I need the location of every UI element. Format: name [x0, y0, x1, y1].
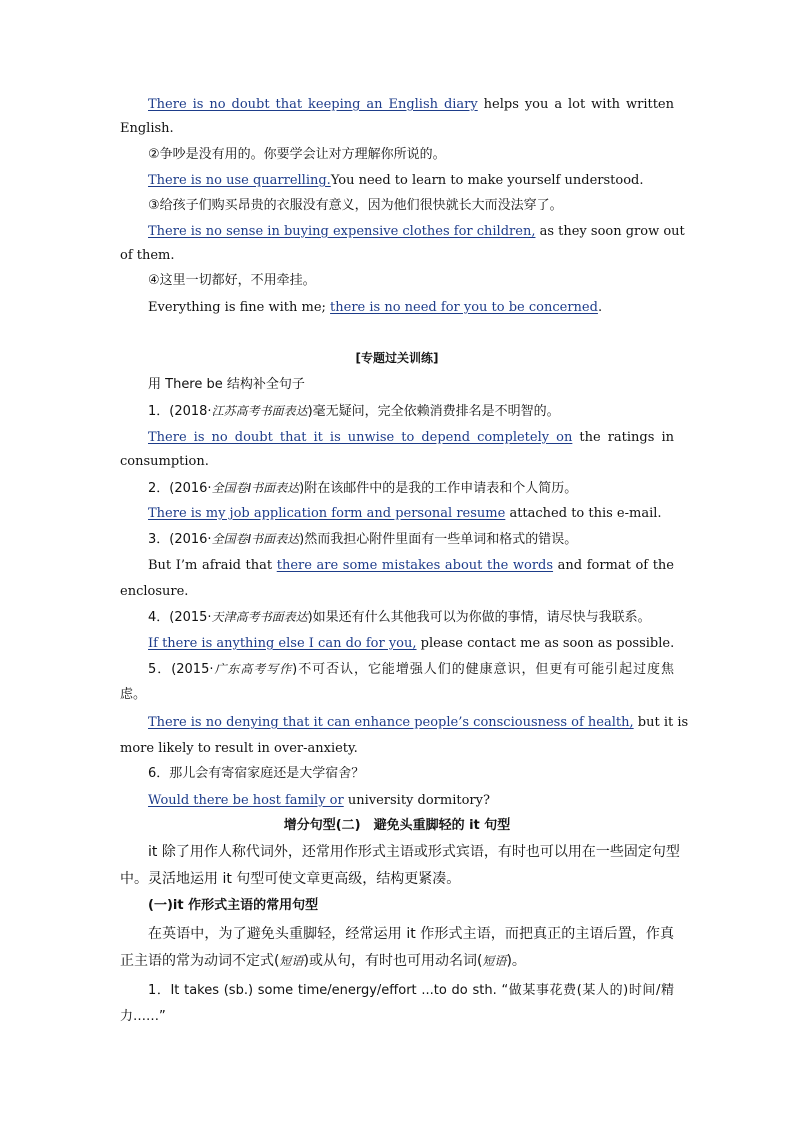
section-title: [专题过关训练]	[355, 351, 439, 365]
question-4: 4．(2015·天津高考书面表达)如果还有什么其他我可以为你做的事情，请尽快与我联系。	[148, 610, 651, 625]
answer-underline: there is no need for you to be concerned	[330, 300, 598, 315]
section-heading: 增分句型(二) 避免头重脚轻的 it 句型	[283, 818, 511, 833]
example-sentence-3-cont: of them.	[120, 248, 175, 263]
example-sentence-2: There is no use quarrelling.You need to learn to make yourself understood.	[148, 173, 644, 188]
sub-heading: (一)it 作形式主语的常用句型	[148, 898, 319, 913]
paragraph-2-line-2: 正主语的常为动词不定式(短语)或从句，有时也可用动名词(短语)。	[120, 953, 526, 969]
answer-3-cont: enclosure.	[120, 584, 189, 599]
question-3: 3．(2016·全国卷Ⅰ书面表达)然而我担心附件里面有一些单词和格式的错误。	[148, 532, 578, 547]
answer-underline: There is my job application form and personal resume	[148, 506, 506, 521]
answer-underline: There is no doubt that keeping an English diary	[148, 97, 478, 112]
answer-1-cont: consumption.	[120, 454, 209, 469]
paragraph-1-line-1: it 除了用作人称代词外，还常用作形式主语或形式宾语，有时也可以用在一些固定句型	[148, 844, 680, 860]
question-2: 2．(2016·全国卷Ⅰ书面表达)附在该邮件中的是我的工作申请表和个人简历。	[148, 481, 578, 496]
answer-underline: there are some mistakes about the words	[276, 558, 554, 573]
answer-underline: There is no use quarrelling.	[148, 173, 331, 188]
example-sentence-4: Everything is fine with me; there is no need for you to be concerned.	[148, 300, 603, 315]
example-sentence-3: There is no sense in buying expensive clothes for children, as they soon grow out	[148, 224, 685, 239]
answer-underline: There is no doubt that it is unwise to depend completely on	[148, 430, 573, 445]
example-sentence-1-cont: English.	[120, 121, 174, 136]
chinese-prompt-2: ②争吵是没有用的。你要学会让对方理解你所说的。	[148, 147, 446, 162]
answer-5: There is no denying that it can enhance people’s consciousness of health, but it is	[148, 715, 689, 730]
paragraph-2-line-1: 在英语中，为了避免头重脚轻，经常运用 it 作形式主语，而把真正的主语后置，作真	[148, 926, 674, 942]
exercise-instruction: 用 There be 结构补全句子	[148, 377, 305, 392]
answer-underline: There is no denying that it can enhance people’s consciousness of health,	[148, 715, 634, 730]
answer-4: If there is anything else I can do for you, please contact me as soon as possible.	[148, 636, 675, 651]
answer-5-cont: more likely to result in over-anxiety.	[120, 741, 358, 756]
question-1: 1．(2018·江苏高考书面表达)毫无疑问，完全依赖消费排名是不明智的。	[148, 404, 560, 419]
chinese-prompt-3: ③给孩子们购买昂贵的衣服没有意义，因为他们很快就长大而没法穿了。	[148, 198, 563, 213]
answer-underline: Would there be host family or	[148, 793, 344, 808]
question-5: 5．(2015·广东高考写作)不可否认，它能增强人们的健康意识，但更有可能引起过度焦	[148, 662, 674, 677]
answer-1: There is no doubt that it is unwise to depend completely on the ratings in	[148, 430, 674, 445]
answer-3: But I’m afraid that there are some mistakes about the words and format of the	[148, 558, 674, 573]
answer-underline: If there is anything else I can do for you,	[148, 636, 417, 651]
item-1-line-2: 力……”	[120, 1009, 166, 1024]
answer-underline: There is no sense in buying expensive clothes for children,	[148, 224, 536, 239]
example-sentence-1: There is no doubt that keeping an English diary helps you a lot with written	[148, 97, 674, 112]
question-6: 6．那儿会有寄宿家庭还是大学宿舍？	[148, 766, 365, 781]
item-1-line-1: 1．It takes (sb.) some time/energy/effort ...to do sth. “做某事花费(某人的)时间/精	[148, 983, 674, 998]
question-5-cont: 虑。	[120, 687, 147, 702]
paragraph-1-line-2: 中。灵活地运用 it 句型可使文章更高级，结构更紧凑。	[120, 871, 461, 887]
answer-6: Would there be host family or university dormitory?	[148, 793, 490, 808]
answer-2: There is my job application form and personal resume attached to this e-mail.	[148, 506, 662, 521]
chinese-prompt-4: ④这里一切都好，不用牵挂。	[148, 273, 316, 288]
